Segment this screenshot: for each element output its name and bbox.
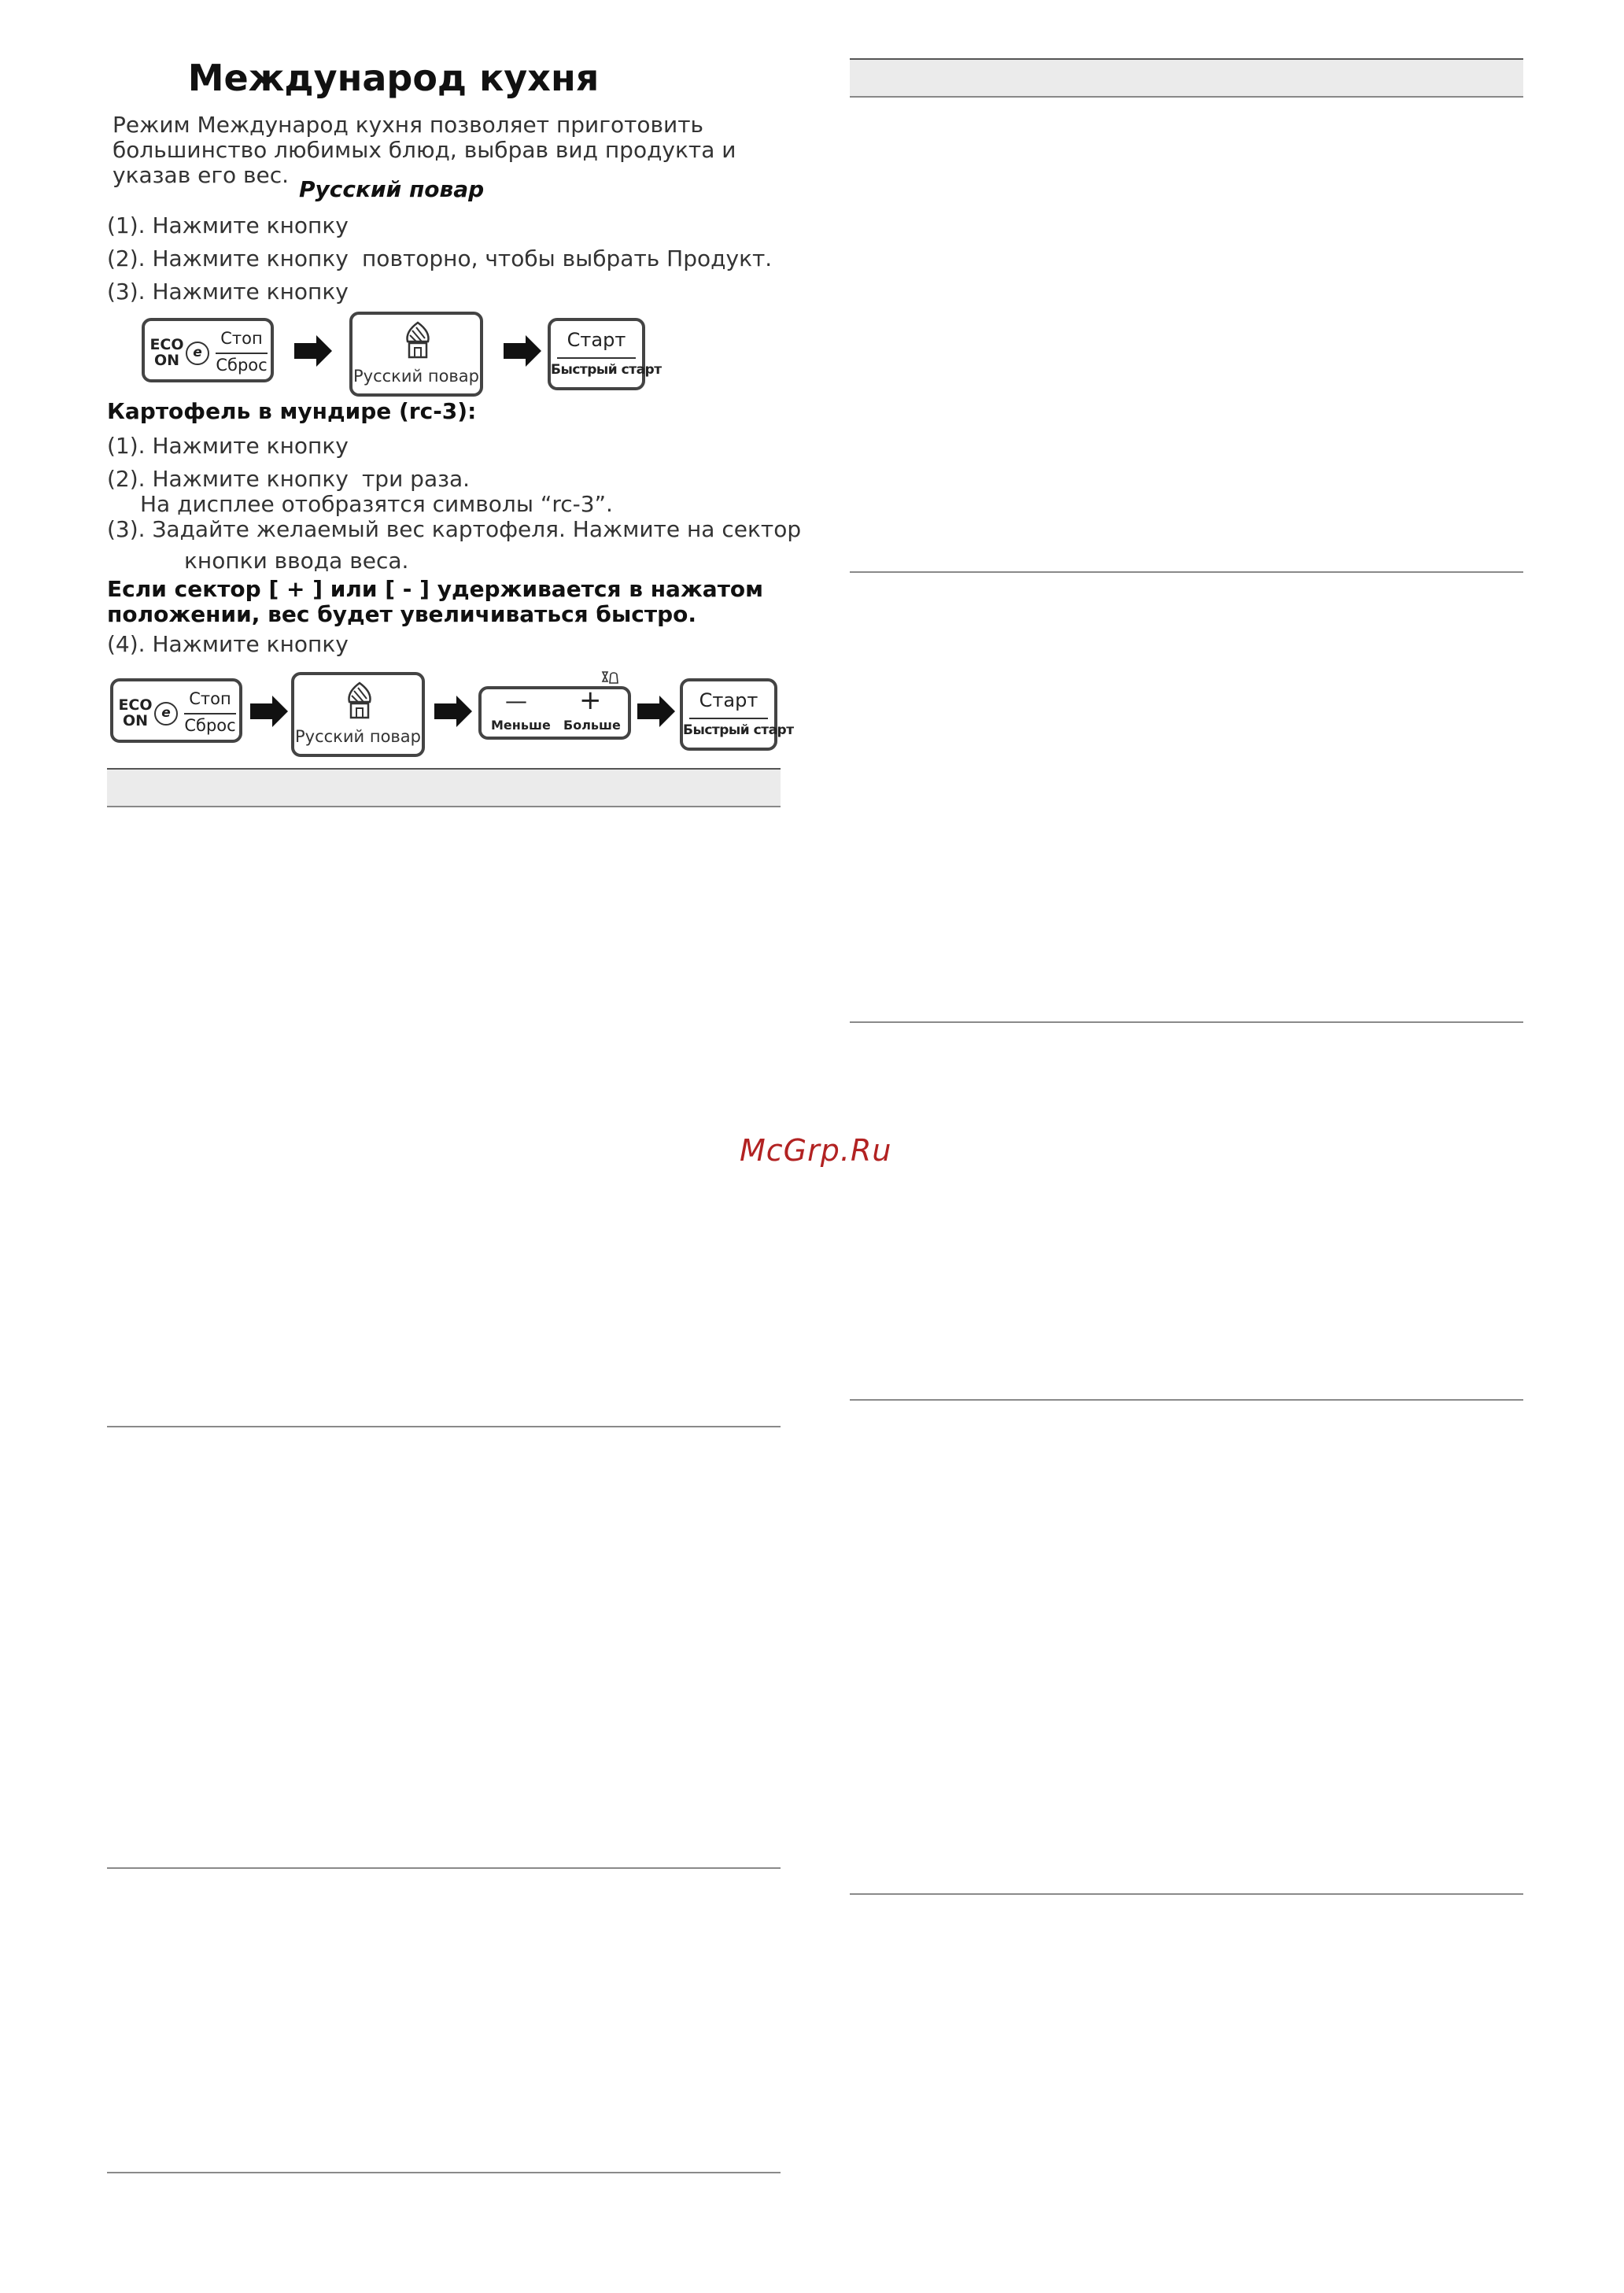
stop-label: Стоп xyxy=(220,329,263,348)
divider xyxy=(850,1893,1523,1895)
s2-step3: (3). Задайте желаемый вес картофеля. Нажмите на сектор xyxy=(107,516,802,542)
intro-paragraph: Режим Международ кухня позволяет приготовить большинство любимых блюд, выбрав вид продукта и указав его вес. xyxy=(113,112,736,188)
page-title: Международ кухня xyxy=(187,57,600,99)
s2-heading: Картофель в мундире (rc-3): xyxy=(107,398,477,424)
s2-step4: (4). Нажмите кнопку xyxy=(107,631,349,657)
russian-church-icon xyxy=(403,321,433,360)
divider xyxy=(850,571,1523,573)
fraction-bar xyxy=(184,713,236,714)
fraction-bar xyxy=(557,357,636,359)
eco-label: ECO xyxy=(149,336,184,353)
table-header-band-right xyxy=(850,58,1523,98)
less-label: Меньше xyxy=(491,718,551,733)
s1-step2-a: (2). Нажмите кнопку xyxy=(107,246,349,271)
arrow-right-icon xyxy=(294,335,332,367)
minus-sign: — xyxy=(505,688,527,714)
eco-label: ECO xyxy=(118,696,153,714)
table-header-band-left xyxy=(107,768,781,807)
divider xyxy=(107,1867,781,1869)
divider xyxy=(107,1426,781,1427)
s2-step3-cont: кнопки ввода веса. xyxy=(184,548,409,574)
stop-label: Стоп xyxy=(189,689,231,708)
arrow-right-icon xyxy=(504,335,541,367)
on-label: ON xyxy=(122,712,149,729)
reset-label: Сброс xyxy=(216,356,268,375)
eco-leaf-icon: e xyxy=(154,702,178,726)
quick-start-label: Быстрый старт xyxy=(551,362,662,378)
russian-chef-button xyxy=(291,672,425,757)
s2-step2-b: три раза. xyxy=(362,466,471,492)
s1-step1: (1). Нажмите кнопку xyxy=(107,212,349,238)
s1-step3: (3). Нажмите кнопку xyxy=(107,279,349,305)
divider xyxy=(850,1021,1523,1023)
s2-step2-note: На дисплее отобразятся символы “rc-3”. xyxy=(140,491,613,517)
divider xyxy=(107,2172,781,2173)
start-label: Старт xyxy=(699,689,758,711)
quick-start-label: Быстрый старт xyxy=(683,722,794,738)
arrow-right-icon xyxy=(434,696,472,727)
russian-chef-label: Русский повар xyxy=(295,727,421,746)
start-button xyxy=(548,318,662,390)
more-label: Больше xyxy=(563,718,621,733)
on-label: ON xyxy=(153,352,180,369)
plus-sign: + xyxy=(579,685,602,716)
weight-minus-plus-button xyxy=(478,686,631,740)
russian-chef-button xyxy=(349,312,483,397)
fraction-bar xyxy=(689,718,768,719)
weight-icon xyxy=(601,670,618,686)
start-label: Старт xyxy=(567,329,626,351)
arrow-right-icon xyxy=(637,696,675,727)
eco-leaf-icon: e xyxy=(186,342,209,365)
s2-bold-note-2: положении, вес будет увеличиваться быстро. xyxy=(107,601,696,627)
reset-label: Сброс xyxy=(184,716,236,735)
fraction-bar xyxy=(216,353,268,354)
divider xyxy=(850,1399,1523,1401)
s1-step2-b: повторно, чтобы выбрать Продукт. xyxy=(362,246,773,271)
russian-church-icon xyxy=(345,681,375,721)
section-subtitle: Русский повар xyxy=(299,176,485,202)
s2-bold-note-1: Если сектор [ + ] или [ - ] удерживается в нажатом xyxy=(107,576,764,602)
eco-stop-button xyxy=(110,678,242,743)
s2-step1: (1). Нажмите кнопку xyxy=(107,433,349,459)
s2-step2-a: (2). Нажмите кнопку xyxy=(107,466,349,492)
watermark: McGrp.Ru xyxy=(740,1133,892,1168)
russian-chef-label: Русский повар xyxy=(353,367,479,386)
start-button xyxy=(680,678,794,751)
arrow-right-icon xyxy=(250,696,288,727)
eco-stop-button xyxy=(142,318,274,382)
